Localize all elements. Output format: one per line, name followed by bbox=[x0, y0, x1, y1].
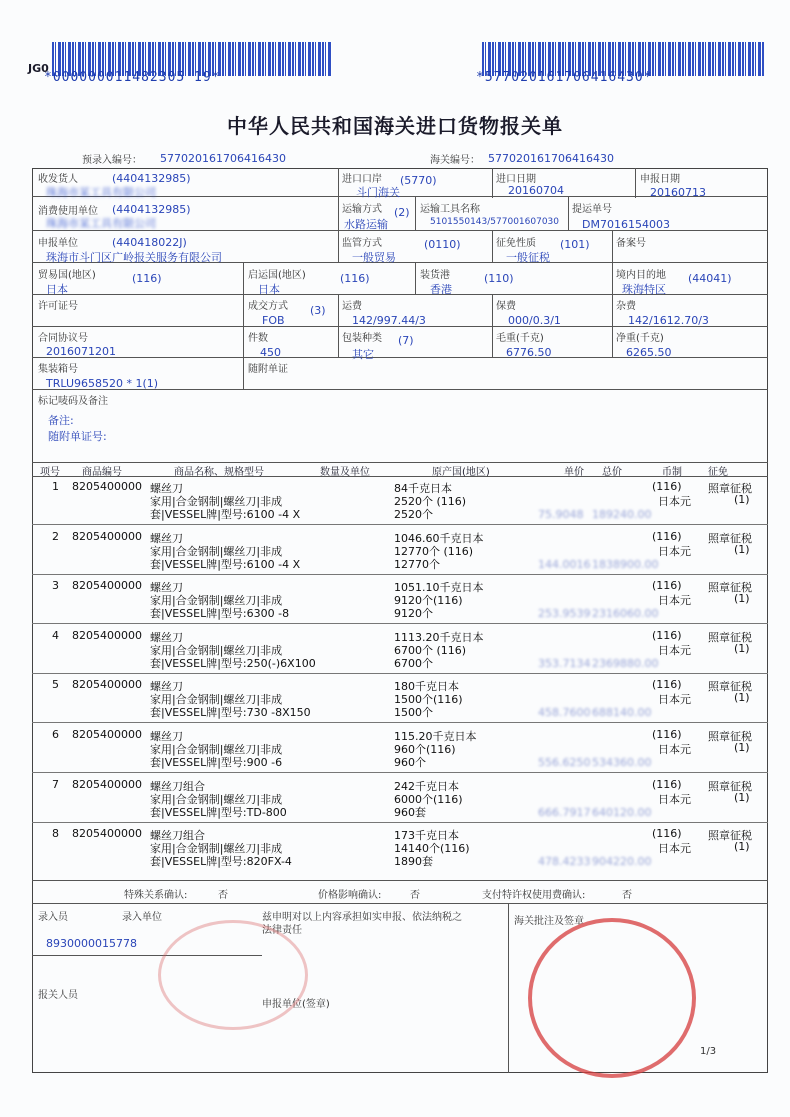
pieces-label: 件数 bbox=[248, 333, 268, 344]
table-row bbox=[32, 480, 768, 529]
item-n3: 套|VESSEL牌|型号:6100 -4 X bbox=[150, 508, 301, 521]
item-n2: 家用|合金钢制|螺丝刀|非成 bbox=[150, 693, 283, 707]
header-1: 商品编号 bbox=[82, 467, 122, 478]
item-total: 534360.00 bbox=[592, 756, 652, 769]
supervision-code: (0110) bbox=[424, 238, 461, 251]
page-number: 1/3 bbox=[700, 1046, 717, 1057]
trade-country: 日本 bbox=[46, 283, 68, 296]
package: 其它 bbox=[352, 348, 374, 361]
agent-code: (440418022J) bbox=[112, 236, 187, 249]
import-date-label: 进口日期 bbox=[496, 174, 536, 185]
item-n2: 家用|合金钢制|螺丝刀|非成 bbox=[150, 842, 283, 856]
freight-label: 运费 bbox=[342, 301, 362, 312]
item-n2: 家用|合金钢制|螺丝刀|非成 bbox=[150, 594, 283, 608]
user-code: (4404132985) bbox=[112, 203, 191, 216]
barcode-left-number: *000000011482305 19* bbox=[44, 70, 221, 85]
customs-stamp bbox=[528, 918, 696, 1078]
item-price: 75.9048 bbox=[538, 508, 584, 521]
loading-port-code: (110) bbox=[484, 272, 514, 285]
deal-mode: FOB bbox=[262, 314, 285, 327]
header-6: 总价 bbox=[602, 467, 622, 478]
bill-label: 提运单号 bbox=[572, 204, 612, 215]
item-n3: 套|VESSEL牌|型号:6100 -4 X bbox=[150, 557, 301, 571]
special-relation-label: 特殊关系确认: bbox=[124, 890, 188, 901]
header-4: 原产国(地区) bbox=[432, 467, 490, 478]
record-label: 备案号 bbox=[616, 238, 646, 249]
item-tax2: (1) bbox=[734, 691, 750, 705]
docs-remark: 随附单证号: bbox=[48, 430, 107, 443]
trade-country-label: 贸易国(地区) bbox=[38, 270, 96, 281]
item-no: 8 bbox=[52, 827, 59, 841]
item-price: 478.4233 bbox=[538, 855, 591, 869]
item-n3: 套|VESSEL牌|型号:250(-)6X100 bbox=[150, 656, 316, 670]
item-q1: 180千克日本 bbox=[394, 680, 459, 694]
origin-country: 日本 bbox=[258, 283, 280, 296]
header-8: 征免 bbox=[708, 467, 728, 478]
entry-person-label: 录入员 bbox=[38, 912, 68, 923]
user-name: 珠海市某工具有限公司 bbox=[46, 217, 156, 230]
net-label: 净重(千克) bbox=[616, 333, 664, 344]
item-price: 353.7134 bbox=[538, 656, 591, 670]
item-cur2: 日本元 bbox=[658, 743, 691, 756]
item-n2: 家用|合金钢制|螺丝刀|非成 bbox=[150, 495, 283, 508]
item-total: 688140.00 bbox=[592, 706, 652, 720]
item-price: 556.6250 bbox=[538, 756, 591, 769]
customs-sign-label: 海关批注及签章 bbox=[514, 916, 584, 927]
destination: 珠海特区 bbox=[622, 283, 666, 296]
price-effect: 否 bbox=[410, 890, 420, 901]
item-price: 458.7600 bbox=[538, 706, 591, 720]
item-tax: 照章征税 bbox=[708, 680, 752, 694]
item-cur2: 日本元 bbox=[658, 643, 691, 657]
item-code: 8205400000 bbox=[72, 678, 142, 692]
item-code: 8205400000 bbox=[72, 480, 142, 493]
item-code: 8205400000 bbox=[72, 579, 142, 593]
item-total: 904220.00 bbox=[592, 855, 652, 869]
loading-port-label: 装货港 bbox=[420, 270, 450, 281]
item-n1: 螺丝刀 bbox=[150, 730, 183, 743]
item-q1: 115.20千克日本 bbox=[394, 730, 477, 743]
item-n2: 家用|合金钢制|螺丝刀|非成 bbox=[150, 544, 283, 558]
item-q2: 14140个(116) bbox=[394, 842, 470, 856]
tax-nature-code: (101) bbox=[560, 238, 590, 251]
item-q1: 84千克日本 bbox=[394, 482, 452, 495]
misc-label: 杂费 bbox=[616, 301, 636, 312]
item-tax2: (1) bbox=[734, 592, 750, 606]
item-cur2: 日本元 bbox=[658, 842, 691, 856]
item-tax: 照章征税 bbox=[708, 581, 752, 595]
table-row bbox=[32, 579, 768, 628]
item-n2: 家用|合金钢制|螺丝刀|非成 bbox=[150, 643, 283, 657]
insurance: 000/0.3/1 bbox=[508, 314, 561, 327]
item-total: 640120.00 bbox=[592, 805, 652, 819]
item-no: 5 bbox=[52, 678, 59, 692]
item-q3: 960个 bbox=[394, 756, 426, 769]
transport-mode: 水路运输 bbox=[344, 218, 388, 231]
pre-entry-no: 577020161706416430 bbox=[160, 152, 286, 165]
item-n3: 套|VESSEL牌|型号:6300 -8 bbox=[150, 607, 290, 621]
item-cur: (116) bbox=[652, 728, 682, 741]
tax-nature: 一般征税 bbox=[506, 251, 550, 264]
entry-unit-label: 录入单位 bbox=[122, 912, 162, 923]
item-n1: 螺丝刀 bbox=[150, 531, 183, 545]
item-cur: (116) bbox=[652, 777, 682, 791]
destination-label: 境内目的地 bbox=[616, 270, 666, 281]
item-q3: 12770个 bbox=[394, 557, 440, 571]
pieces: 450 bbox=[260, 346, 281, 359]
item-q2: 2520个 (116) bbox=[394, 495, 467, 508]
consignee-code: (4404132985) bbox=[112, 172, 191, 185]
item-total: 2369880.00 bbox=[592, 656, 659, 670]
tax-nature-label: 征免性质 bbox=[496, 238, 536, 249]
contract-label: 合同协议号 bbox=[38, 333, 88, 344]
item-q2: 9120个(116) bbox=[394, 594, 463, 608]
goods-list bbox=[32, 480, 768, 880]
item-cur: (116) bbox=[652, 480, 682, 493]
royalty: 否 bbox=[622, 890, 632, 901]
item-tax: 照章征税 bbox=[708, 531, 752, 545]
item-q3: 960套 bbox=[394, 805, 426, 819]
item-n1: 螺丝刀 bbox=[150, 482, 183, 495]
item-n1: 螺丝刀 bbox=[150, 680, 183, 694]
item-n1: 螺丝刀 bbox=[150, 581, 183, 595]
item-tax2: (1) bbox=[734, 542, 750, 556]
item-n2: 家用|合金钢制|螺丝刀|非成 bbox=[150, 792, 283, 806]
supervision-label: 监管方式 bbox=[342, 238, 382, 249]
table-row bbox=[32, 530, 768, 579]
container-no: TRLU9658520 * 1(1) bbox=[46, 377, 159, 390]
net-weight: 6265.50 bbox=[626, 346, 672, 359]
declare-date-label: 申报日期 bbox=[640, 174, 680, 185]
license-label: 许可证号 bbox=[38, 301, 78, 312]
origin-country-label: 启运国(地区) bbox=[248, 270, 306, 281]
item-tax: 照章征税 bbox=[708, 730, 752, 743]
item-q3: 2520个 bbox=[394, 508, 433, 521]
company-stamp bbox=[158, 920, 308, 1030]
item-no: 7 bbox=[52, 777, 59, 791]
origin-country-code: (116) bbox=[340, 272, 370, 285]
item-q3: 1890套 bbox=[394, 855, 433, 869]
table-row bbox=[32, 827, 768, 876]
header-7: 币制 bbox=[662, 467, 682, 478]
destination-code: (44041) bbox=[688, 272, 732, 285]
price-effect-label: 价格影响确认: bbox=[318, 890, 382, 901]
supervision: 一般贸易 bbox=[352, 251, 396, 264]
port-label: 进口口岸 bbox=[342, 174, 382, 185]
consignee-label: 收发货人 bbox=[38, 174, 78, 185]
package-code: (7) bbox=[398, 334, 414, 347]
item-n3: 套|VESSEL牌|型号:900 -6 bbox=[150, 756, 283, 769]
agent-label: 申报单位 bbox=[38, 238, 78, 249]
item-q1: 173千克日本 bbox=[394, 829, 459, 843]
remark: 备注: bbox=[48, 414, 74, 427]
insurance-label: 保费 bbox=[496, 301, 516, 312]
item-cur: (116) bbox=[652, 678, 682, 692]
item-code: 8205400000 bbox=[72, 827, 142, 841]
item-n2: 家用|合金钢制|螺丝刀|非成 bbox=[150, 743, 283, 756]
item-tax: 照章征税 bbox=[708, 630, 752, 644]
item-n3: 套|VESSEL牌|型号:TD-800 bbox=[150, 805, 287, 819]
item-cur2: 日本元 bbox=[658, 594, 691, 608]
docs-label: 随附单证 bbox=[248, 364, 288, 375]
misc-fee: 142/1612.70/3 bbox=[628, 314, 709, 327]
user-label: 消费使用单位 bbox=[38, 206, 98, 217]
item-q1: 242千克日本 bbox=[394, 779, 459, 793]
item-q3: 9120个 bbox=[394, 607, 433, 621]
item-q2: 1500个(116) bbox=[394, 693, 463, 707]
item-q3: 6700个 bbox=[394, 656, 433, 670]
item-q1: 1046.60千克日本 bbox=[394, 531, 484, 545]
special-relation: 否 bbox=[218, 890, 228, 901]
item-n1: 螺丝刀 bbox=[150, 630, 183, 644]
item-total: 189240.00 bbox=[592, 508, 652, 521]
marks-label: 标记唛码及备注 bbox=[38, 396, 108, 407]
item-code: 8205400000 bbox=[72, 628, 142, 642]
corner-code: JG0 bbox=[28, 62, 49, 75]
header-5: 单价 bbox=[564, 467, 584, 478]
transport-mode-label: 运输方式 bbox=[342, 204, 382, 215]
goods-table-header bbox=[32, 463, 768, 476]
gross-label: 毛重(千克) bbox=[496, 333, 544, 344]
item-code: 8205400000 bbox=[72, 529, 142, 543]
header-0: 项号 bbox=[40, 467, 60, 478]
consignee-name: 珠海市某工具有限公司 bbox=[46, 186, 156, 199]
item-cur: (116) bbox=[652, 827, 682, 841]
customs-no-label: 海关编号： bbox=[430, 155, 480, 166]
item-q1: 1051.10千克日本 bbox=[394, 581, 484, 595]
header-2: 商品名称、规格型号 bbox=[174, 467, 264, 478]
item-tax2: (1) bbox=[734, 790, 750, 804]
item-code: 8205400000 bbox=[72, 777, 142, 791]
transport-mode-code: (2) bbox=[394, 206, 410, 219]
agent-name: 珠海市斗门区广岭报关服务有限公司 bbox=[46, 251, 222, 264]
item-price: 144.0016 bbox=[538, 557, 591, 571]
import-date: 20160704 bbox=[508, 184, 564, 197]
item-no: 4 bbox=[52, 628, 59, 642]
deal-label: 成交方式 bbox=[248, 301, 288, 312]
item-cur2: 日本元 bbox=[658, 792, 691, 806]
transport-tool-label: 运输工具名称 bbox=[420, 204, 480, 215]
item-price: 666.7917 bbox=[538, 805, 591, 819]
item-q1: 1113.20千克日本 bbox=[394, 630, 484, 644]
declare-date: 20160713 bbox=[650, 186, 706, 199]
package-label: 包装种类 bbox=[342, 333, 382, 344]
item-q2: 12770个 (116) bbox=[394, 544, 474, 558]
broker-label: 报关人员 bbox=[38, 990, 78, 1001]
loading-port: 香港 bbox=[430, 283, 452, 296]
item-n3: 套|VESSEL牌|型号:730 -8X150 bbox=[150, 706, 311, 720]
item-n3: 套|VESSEL牌|型号:820FX-4 bbox=[150, 855, 292, 869]
item-no: 1 bbox=[52, 480, 59, 493]
item-no: 2 bbox=[52, 529, 59, 543]
item-cur: (116) bbox=[652, 579, 682, 593]
item-tax: 照章征税 bbox=[708, 482, 752, 495]
item-tax2: (1) bbox=[734, 840, 750, 854]
item-tax2: (1) bbox=[734, 741, 750, 754]
pre-entry-label: 预录入编号： bbox=[82, 155, 142, 166]
item-q2: 6000个(116) bbox=[394, 792, 463, 806]
table-row bbox=[32, 728, 768, 777]
item-price: 253.9539 bbox=[538, 607, 591, 621]
gross-weight: 6776.50 bbox=[506, 346, 552, 359]
item-code: 8205400000 bbox=[72, 728, 142, 741]
port-name: 斗门海关 bbox=[356, 186, 400, 199]
item-tax2: (1) bbox=[734, 641, 750, 655]
item-q2: 6700个 (116) bbox=[394, 643, 467, 657]
table-row bbox=[32, 629, 768, 678]
item-tax: 照章征税 bbox=[708, 829, 752, 843]
item-no: 6 bbox=[52, 728, 59, 741]
contract: 2016071201 bbox=[46, 345, 116, 358]
item-cur: (116) bbox=[652, 628, 682, 642]
freight: 142/997.44/3 bbox=[352, 314, 426, 327]
entry-no: 8930000015778 bbox=[46, 937, 137, 950]
item-cur2: 日本元 bbox=[658, 693, 691, 707]
trade-country-code: (116) bbox=[132, 272, 162, 285]
item-tax2: (1) bbox=[734, 493, 750, 506]
transport-tool: 5101550143/577001607030 bbox=[430, 217, 560, 227]
item-q2: 960个(116) bbox=[394, 743, 456, 756]
page-title: 中华人民共和国海关进口货物报关单 bbox=[227, 114, 563, 138]
item-no: 3 bbox=[52, 579, 59, 593]
port-code: (5770) bbox=[400, 174, 437, 187]
sign-label: 申报单位(签章) bbox=[262, 999, 330, 1010]
declaration-text-2: 法律责任 bbox=[262, 925, 302, 936]
table-row bbox=[32, 778, 768, 827]
item-cur2: 日本元 bbox=[658, 495, 691, 508]
item-n1: 螺丝刀组合 bbox=[150, 829, 205, 843]
barcode-right-number: *577020161706416430* bbox=[476, 70, 653, 85]
container-label: 集装箱号 bbox=[38, 364, 78, 375]
table-row bbox=[32, 678, 768, 727]
header-3: 数量及单位 bbox=[320, 467, 370, 478]
item-total: 2316060.00 bbox=[592, 607, 659, 621]
item-n1: 螺丝刀组合 bbox=[150, 779, 205, 793]
item-cur: (116) bbox=[652, 529, 682, 543]
item-cur2: 日本元 bbox=[658, 544, 691, 558]
customs-no: 577020161706416430 bbox=[488, 152, 614, 165]
declaration-text: 兹申明对以上内容承担如实申报、依法纳税之 bbox=[262, 912, 462, 923]
bill-no: DM7016154003 bbox=[582, 218, 670, 231]
item-q3: 1500个 bbox=[394, 706, 433, 720]
royalty-label: 支付特许权使用费确认: bbox=[482, 890, 586, 901]
deal-code: (3) bbox=[310, 304, 326, 317]
item-total: 1838900.00 bbox=[592, 557, 659, 571]
item-tax: 照章征税 bbox=[708, 779, 752, 793]
